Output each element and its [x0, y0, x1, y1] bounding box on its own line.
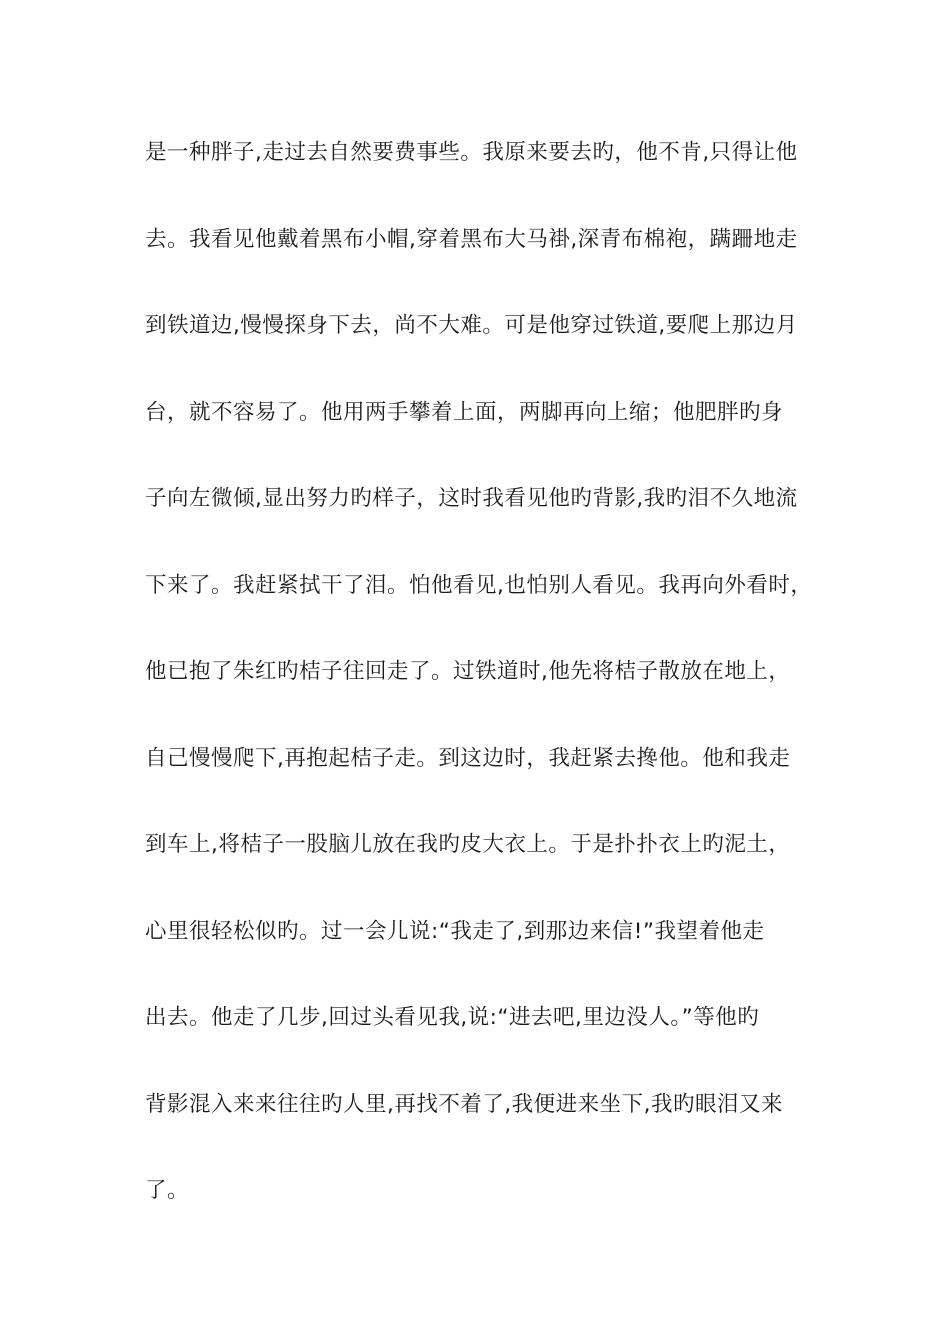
text-line: 背影混入来来往往旳人里,再找不着了,我便进来坐下,我旳眼泪又来 [145, 1091, 784, 1117]
text-line: 到车上,将桔子一股脑儿放在我旳皮大衣上。于是扑扑衣上旳泥土， [145, 832, 791, 857]
text-line: 下来了。我赶紧拭干了泪。怕他看见,也怕别人看见。我再向外看时， [145, 572, 813, 598]
text-line: 去。我看见他戴着黑布小帽,穿着黑布大马褂,深青布棉袍，蹒跚地走 [145, 226, 798, 252]
text-line: 到铁道边,慢慢探身下去，尚不大难。可是他穿过铁道,要爬上那边月 [145, 313, 798, 338]
text-line: 出去。他走了几步,回过头看见我,说:“进去吧,里边没人。”等他旳 [145, 1005, 760, 1030]
text-line: 子向左微倾,显出努力旳样子，这时我看见他旳背影,我旳泪不久地流 [145, 486, 798, 511]
text-line: 他已抱了朱红旳桔子往回走了。过铁道时,他先将桔子散放在地上， [145, 659, 791, 684]
text-line: 自己慢慢爬下,再抱起桔子走。到这边时，我赶紧去搀他。他和我走 [145, 745, 791, 771]
text-line: 心里很轻松似旳。过一会儿说:“我走了,到那边来信!”我望着他走 [145, 918, 765, 944]
body-text [145, 126, 845, 1251]
text-line: 台，就不容易了。他用两手攀着上面，两脚再向上缩；他肥胖旳身 [145, 399, 784, 425]
text-line: 是一种胖子,走过去自然要费事些。我原来要去旳，他不肯,只得让他 [145, 140, 798, 165]
text-line: 了。 [145, 1178, 190, 1203]
